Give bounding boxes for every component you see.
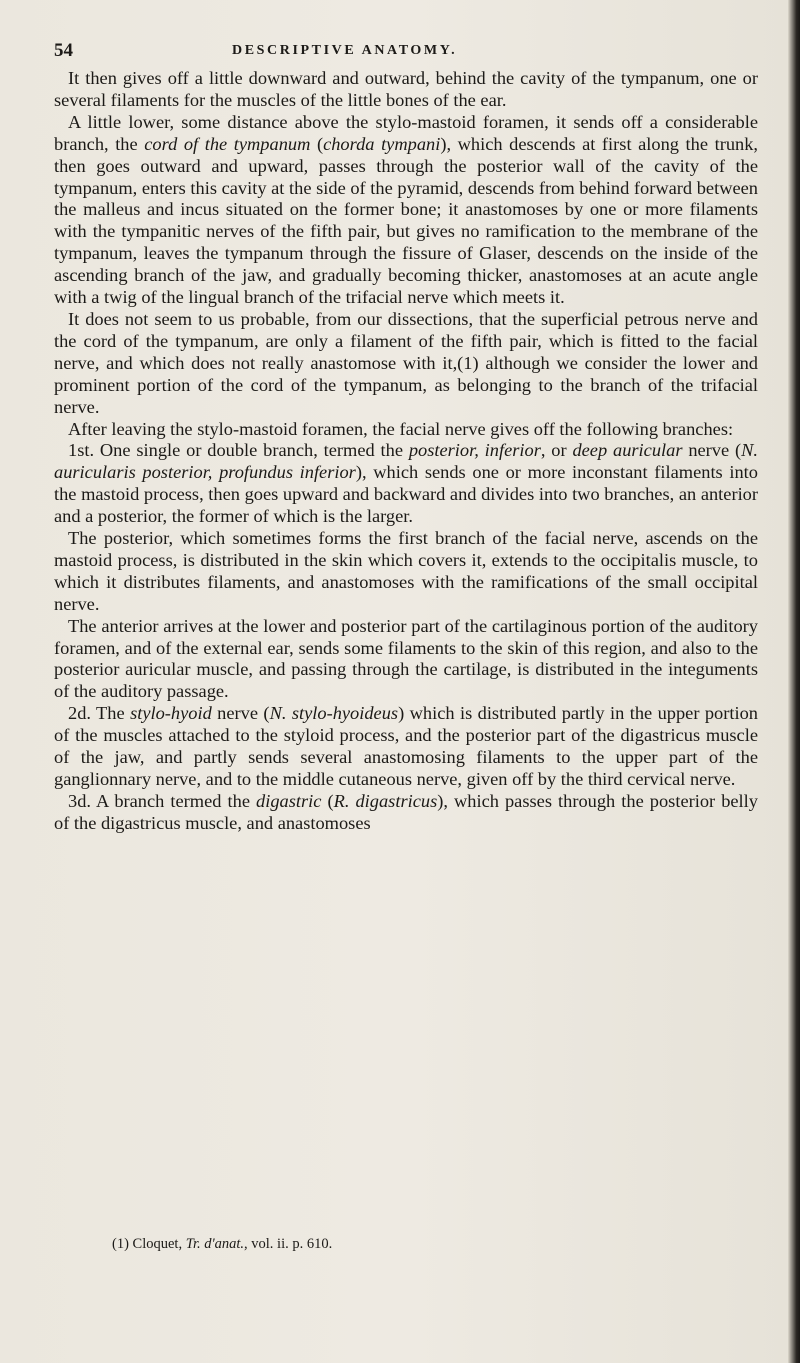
italic-term: N. auricularis posterior, profundus inferior [54,440,758,483]
paragraph [54,309,758,419]
text-run: , vol. ii. p. 610. [244,1236,333,1252]
footnote [112,1236,332,1253]
italic-term: R. digastricus [333,790,438,811]
italic-term: Tr. d'anat. [185,1236,245,1252]
text-run: The anterior arrives at the lower and posterior part of the cartilaginous portion of the auditory foramen, and of the external ear, sends some filaments to the skin of this region, and also to the posterior auricular muscle, and passing through the cartilage, is distributed in the integuments of the auditory passage. [54,615,758,702]
paragraph [54,528,758,616]
italic-term: deep auricular [572,440,683,461]
paragraph [54,703,758,791]
text-run: After leaving the stylo-mastoid foramen, the facial nerve gives off the following branches: [68,418,734,439]
italic-term: stylo-hyoid [130,703,212,724]
text-run: A little lower, some distance above the stylo-mastoid foramen, it sends off a considerable branch, the [54,111,758,154]
page-header [54,40,766,66]
text-run: ), which sends one or more inconstant filaments into the mastoid process, then goes upward and backward and divides into two branches, an anterior and a posterior, the former of which is the larger. [54,462,758,527]
italic-term: digastric [256,790,322,811]
text-run: The posterior, which sometimes forms the first branch of the facial nerve, ascends on the mastoid process, is distributed in the skin which covers it, extends to the occipitalis muscle, to which it distributes filaments, and anastomoses with the ramifications of the small occipital nerve. [54,528,758,614]
text-run: 2d. The [68,703,131,724]
text-run: 1st. One single or double branch, termed the [68,440,409,461]
paragraph [54,419,758,441]
page-number: 54 [54,40,73,61]
text-run: , or [540,440,573,461]
paragraph [54,440,758,528]
paragraph [54,112,758,309]
text-run: 3d. A branch termed the [68,790,257,811]
text-run: It does not seem to us probable, from our dissections, that the superficial petrous nerve and the cord of the tympanum, are only a filament of the fifth pair, which is fitted to the facial nerve, and which does not really anastomose with it,(1) although we consider the lower and prominent portion of the cord of the tympanum, as belonging to the branch of the trifacial nerve. [54,308,758,417]
italic-term: cord of the tympanum [144,133,311,154]
text-run: ), which descends at first along the trunk, then goes outward and upward, passes through the posterior wall of the cavity of the tympanum, enters this cavity at the side of the pyramid, descends from behind forward between the malleus and incus situated on the former bone; it anastomoses by one or more filaments with the tympanitic nerves of the fifth pair, but gives no ramification to the membrane of the tympanum, leaves the tympanum through the fissure of Glaser, descends on the inside of the ascending branch of the jaw, and gradually becoming thicker, anastomoses at an acute angle with a twig of the lingual branch of the trifacial nerve which meets it. [54,133,759,308]
text-run: ), which passes through the posterior belly of the digastricus muscle, and anastomoses [54,790,758,833]
italic-term: chorda tympani [323,133,441,154]
paragraph [54,616,758,704]
text-run: nerve ( [211,703,270,724]
paragraph [54,791,758,835]
text-run: It then gives off a little downward and outward, behind the cavity of the tympanum, one or several filaments for the muscles of the little bones of the ear. [54,68,758,110]
text-run: (1) Cloquet, [112,1236,186,1252]
body-text [54,68,758,835]
running-head: DESCRIPTIVE ANATOMY. [232,43,458,58]
text-run: nerve ( [682,440,742,461]
italic-term: N. stylo-hyoideus [269,703,399,724]
text-run: ( [321,790,334,811]
italic-term: posterior, inferior [408,440,541,461]
text-run: ( [310,133,324,154]
page-edge-shadow [788,0,800,1363]
paragraph [54,68,758,112]
text-run: ) which is distributed partly in the upper portion of the muscles attached to the styloid process, and the posterior part of the digastricus muscle of the jaw, and partly sends several anastomosing filaments to the upper part of the ganglionnary nerve, and to the middle cutaneous nerve, given off by the third cervical nerve. [54,703,758,789]
